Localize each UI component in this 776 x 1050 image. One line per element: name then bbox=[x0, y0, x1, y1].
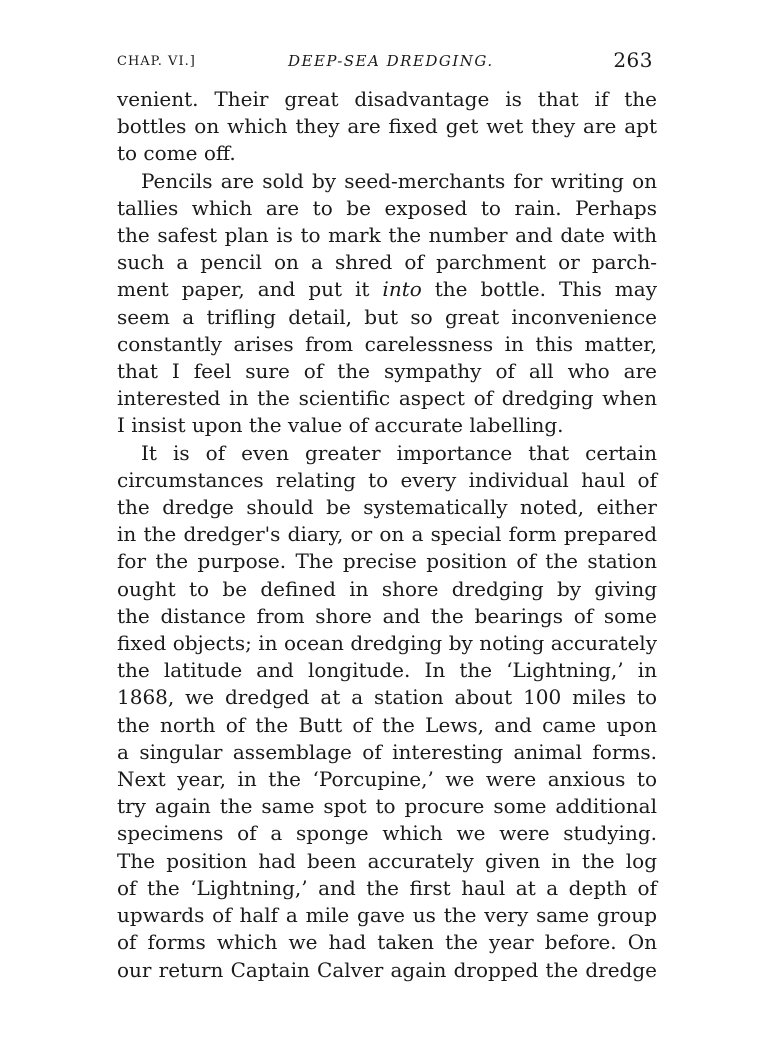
text-line-with-italic bbox=[117, 276, 657, 303]
text-line: It is of even greater importance that certain bbox=[141, 440, 657, 465]
text-line: I insist upon the value of accurate labelling. bbox=[117, 413, 564, 438]
paragraph-1 bbox=[117, 86, 657, 168]
text-line: upwards of half a mile gave us the very same group bbox=[117, 903, 657, 928]
text-line: to come off. bbox=[117, 141, 236, 166]
text-line: bottles on which they are fixed get wet they are apt bbox=[117, 114, 657, 139]
text-line: interested in the scientific aspect of dredging when bbox=[117, 386, 657, 411]
text-line: seem a trifling detail, but so great inconvenience bbox=[117, 304, 657, 329]
text-line: the distance from shore and the bearings of some bbox=[117, 603, 657, 628]
text-line: the dredge should be systematically noted, either bbox=[117, 495, 657, 520]
text-segment: ment paper, and put it bbox=[117, 277, 383, 302]
text-line: in the dredger's diary, or on a special form prepared bbox=[117, 522, 657, 547]
text-line: specimens of a sponge which we were studying. bbox=[117, 821, 657, 846]
text-line: fixed objects; in ocean dredging by noting accurately bbox=[117, 631, 657, 656]
text-segment: the bottle. This may bbox=[421, 277, 657, 302]
text-line: of forms which we had taken the year before. On bbox=[117, 930, 657, 955]
text-line: 1868, we dredged at a station about 100 miles to bbox=[117, 685, 657, 710]
text-line: try again the same spot to procure some additional bbox=[117, 794, 657, 819]
text-line: the latitude and longitude. In the ‘Lightning,’ in bbox=[117, 658, 657, 683]
text-line: a singular assemblage of interesting animal forms. bbox=[117, 739, 657, 764]
paragraph-2 bbox=[117, 168, 657, 440]
text-line: Pencils are sold by seed-merchants for writing on bbox=[141, 168, 657, 193]
text-line: the north of the Butt of the Lews, and came upon bbox=[117, 712, 657, 737]
text-line: of the ‘Lightning,’ and the first haul at a depth of bbox=[117, 875, 657, 900]
page-number: 263 bbox=[613, 48, 653, 72]
text-line: The position had been accurately given in the log bbox=[117, 848, 657, 873]
text-line: venient. Their great disadvantage is that if the bbox=[117, 87, 657, 111]
chapter-label: CHAP. VI.] bbox=[117, 54, 196, 69]
text-line: such a pencil on a shred of parchment or parch- bbox=[117, 250, 657, 275]
text-line: Next year, in the ‘Porcupine,’ we were anxious to bbox=[117, 767, 657, 792]
paragraph-3 bbox=[117, 440, 657, 984]
text-line: the safest plan is to mark the number and date with bbox=[117, 223, 657, 248]
italic-word: into bbox=[382, 277, 422, 302]
running-head bbox=[117, 48, 657, 78]
running-title: DEEP-SEA DREDGING. bbox=[288, 52, 494, 70]
body-text bbox=[117, 86, 657, 984]
text-line: tallies which are to be exposed to rain. Perhaps bbox=[117, 195, 657, 220]
text-line: constantly arises from carelessness in this matter, bbox=[117, 331, 657, 356]
book-page bbox=[117, 48, 657, 984]
text-line: circumstances relating to every individual haul of bbox=[117, 467, 657, 492]
text-line: our return Captain Calver again dropped the dredge bbox=[117, 957, 657, 982]
text-line: ought to be defined in shore dredging by giving bbox=[117, 576, 657, 601]
text-line: that I feel sure of the sympathy of all who are bbox=[117, 359, 657, 384]
text-line: for the purpose. The precise position of the station bbox=[117, 549, 657, 574]
